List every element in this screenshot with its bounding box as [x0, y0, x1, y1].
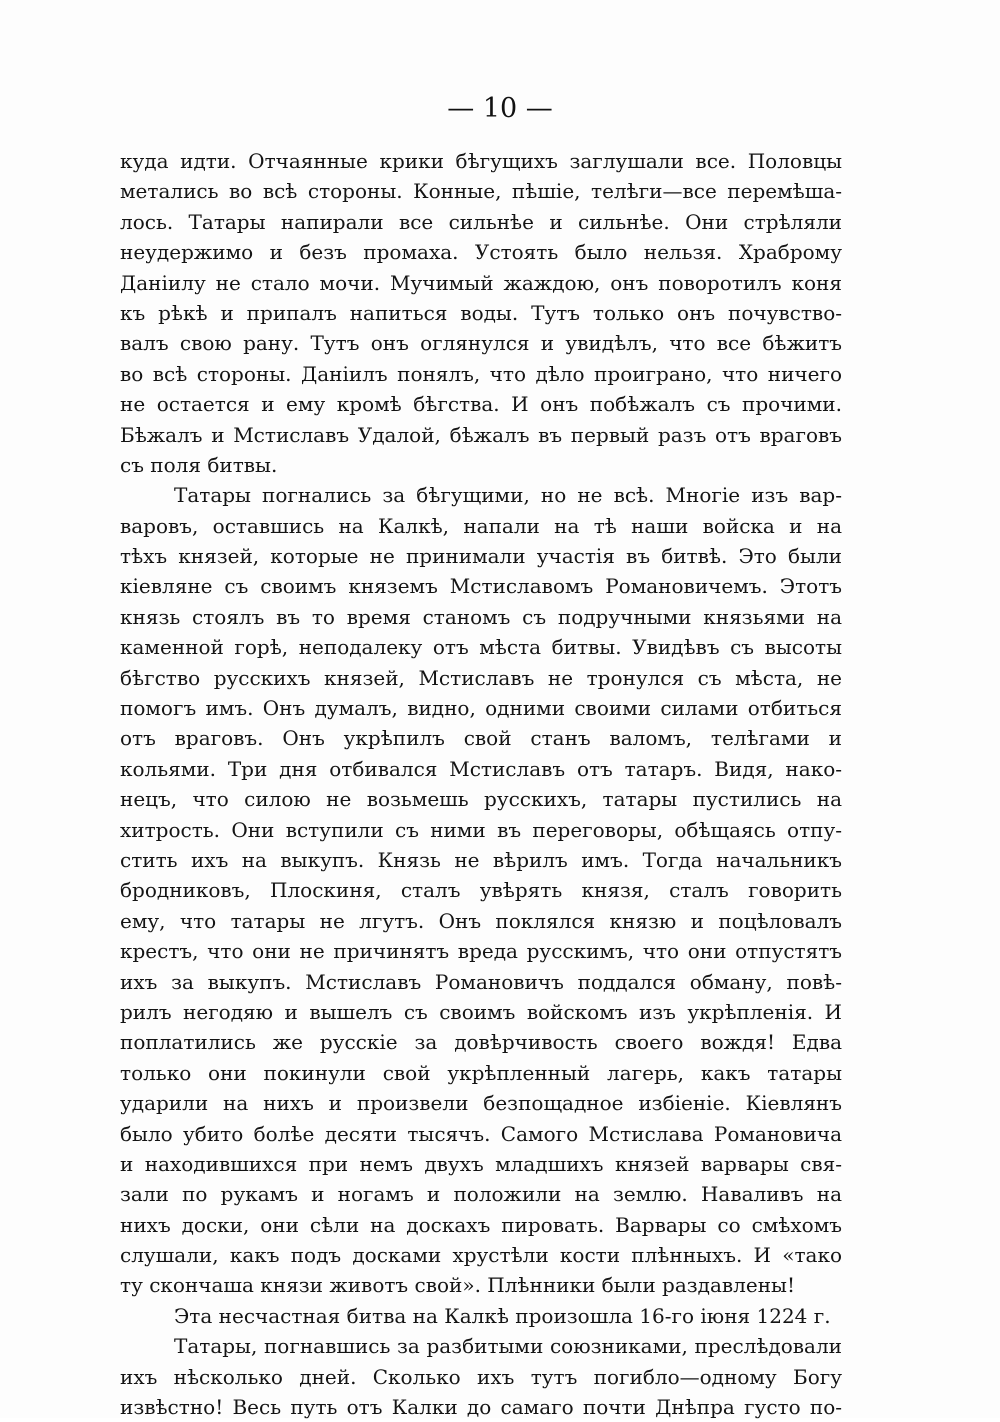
text-line: отъ враговъ. Онъ укрѣпилъ свой станъ валомъ, телѣгами и	[120, 726, 842, 751]
text-line: было убито болѣе десяти тысячъ. Самого Мстислава Романовича	[120, 1121, 842, 1146]
text-line: ударили на нихъ и произвели безпощадное избіеніе. Кіевлянъ	[120, 1091, 842, 1116]
text-line: лось. Татары напирали все сильнѣе и сильнѣе. Они стрѣляли	[120, 209, 842, 234]
text-line: Татары, погнавшись за разбитыми союзниками, преслѣдовали	[174, 1334, 842, 1359]
text-line: стить ихъ на выкупъ. Князь не вѣрилъ имъ. Тогда начальникъ	[120, 847, 842, 872]
text-line: Бѣжалъ и Мстиславъ Удалой, бѣжалъ въ первый разъ отъ враговъ	[120, 422, 842, 447]
text-line: нихъ доски, они сѣли на доскахъ пировать. Варвары со смѣхомъ	[120, 1212, 842, 1237]
text-line: во всѣ стороны. Даніилъ понялъ, что дѣло проиграно, что ничего	[120, 361, 842, 386]
text-line: только они покинули свой укрѣпленный лагерь, какъ татары	[120, 1060, 842, 1085]
text-line: нецъ, что силою не возьмешь русскихъ, татары пустились на	[120, 787, 842, 812]
text-line: съ поля битвы.	[120, 452, 278, 477]
text-line: крестъ, что они не причинятъ вреда русскимъ, что они отпустятъ	[120, 939, 842, 964]
text-line: слушали, какъ подъ досками хрустѣли кости плѣнныхъ. И «тако	[120, 1243, 842, 1268]
text-line: Даніилу не стало мочи. Мучимый жаждою, онъ поворотилъ коня	[120, 270, 842, 295]
text-line: къ рѣкѣ и припалъ напиться воды. Тутъ только онъ почувство-	[120, 300, 842, 325]
text-line: бѣгство русскихъ князей, Мстиславъ не тронулся съ мѣста, не	[120, 665, 842, 690]
text-line: рилъ негодяю и вышелъ съ своимъ войскомъ изъ укрѣпленія. И	[120, 999, 842, 1024]
text-line: бродниковъ, Плоскиня, сталъ увѣрять князя, сталъ говорить	[120, 878, 842, 903]
text-line: неудержимо и безъ промаха. Устоять было нельзя. Храброму	[120, 240, 842, 265]
text-line: хитрость. Они вступили съ ними въ переговоры, обѣщаясь отпу-	[120, 817, 842, 842]
text-line: и находившихся при немъ двухъ младшихъ князей варвары свя-	[120, 1151, 842, 1176]
text-line: кольями. Три дня отбивался Мстиславъ отъ татаръ. Видя, нако-	[120, 756, 842, 781]
text-line: зали по рукамъ и ногамъ и положили на землю. Наваливъ на	[120, 1182, 842, 1207]
body-text	[120, 146, 842, 1422]
text-line: поплатились же русскіе за довѣрчивость своего вождя! Едва	[120, 1030, 842, 1055]
text-line: ихъ нѣсколько дней. Сколько ихъ тутъ погибло—одному Богу	[120, 1364, 842, 1389]
text-line: метались во всѣ стороны. Конные, пѣшіе, телѣги—все перемѣша-	[120, 179, 842, 204]
text-line: ихъ за выкупъ. Мстиславъ Романовичъ поддался обману, повѣ-	[120, 969, 842, 994]
text-line: Татары погнались за бѣгущими, но не всѣ. Многіе изъ вар-	[174, 483, 842, 508]
text-line: кіевляне съ своимъ княземъ Мстиславомъ Романовичемъ. Этотъ	[120, 574, 842, 599]
text-line: тѣхъ князей, которые не принимали участія въ битвѣ. Это были	[120, 544, 842, 569]
text-line: каменной горѣ, неподалеку отъ мѣста битвы. Увидѣвъ съ высоты	[120, 635, 842, 660]
page-number: — 10 —	[447, 93, 553, 124]
text-line: князь стоялъ въ то время станомъ съ подручными князьями на	[120, 604, 842, 629]
text-line: валъ свою рану. Тутъ онъ оглянулся и увидѣлъ, что все бѣжитъ	[120, 331, 842, 356]
text-line: извѣстно! Весь путь отъ Калки до самаго почти Днѣпра густо по-	[120, 1395, 842, 1420]
text-line: варовъ, оставшись на Калкѣ, напали на тѣ наши войска и на	[120, 513, 842, 538]
text-line: Эта несчастная битва на Калкѣ произошла 16-го іюня 1224 г.	[174, 1303, 831, 1328]
text-line: помогъ имъ. Онъ думалъ, видно, одними своими силами отбиться	[120, 696, 842, 721]
text-line: не остается и ему кромѣ бѣгства. И онъ побѣжалъ съ прочими.	[120, 392, 842, 417]
text-line: куда идти. Отчаянные крики бѣгущихъ заглушали все. Половцы	[120, 149, 842, 173]
text-line: ту скончаша князи животъ свой». Плѣнники были раздавлены!	[120, 1273, 795, 1298]
text-line: ему, что татары не лгутъ. Онъ поклялся князю и поцѣловалъ	[120, 908, 842, 933]
